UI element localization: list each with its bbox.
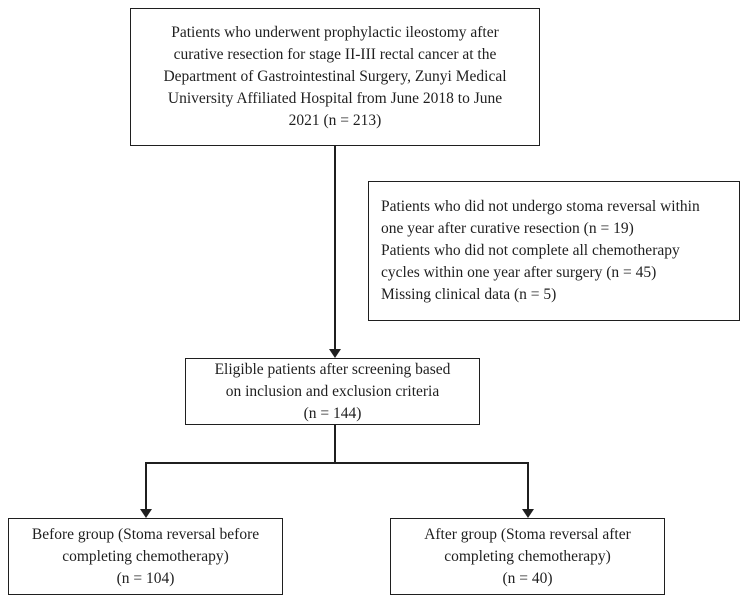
after-group-box xyxy=(390,518,665,595)
connector-top-to-eligible xyxy=(334,146,336,351)
text-line: (n = 40) xyxy=(502,569,553,587)
text-line: Missing clinical data (n = 5) xyxy=(381,286,557,303)
arrow-down-icon xyxy=(140,509,152,518)
text-line: completing chemotherapy) xyxy=(444,547,611,565)
text-line: Patients who did not complete all chemotherapy xyxy=(381,242,680,259)
before-group-box xyxy=(8,518,283,595)
text-line: Eligible patients after screening based xyxy=(214,360,451,378)
arrow-down-icon xyxy=(522,509,534,518)
text-line: completing chemotherapy) xyxy=(62,547,229,565)
text-line: cycles within one year after surgery (n = 45) xyxy=(381,264,657,281)
connector-to-after-group xyxy=(527,462,529,511)
exclusion-criteria-box xyxy=(368,181,740,321)
text-line: (n = 104) xyxy=(116,569,175,587)
connector-eligible-down xyxy=(334,425,336,463)
text-line: curative resection for stage II-III rectal cancer at the xyxy=(173,46,497,63)
connector-horizontal-split xyxy=(145,462,528,464)
text-line: 2021 (n = 213) xyxy=(288,112,382,129)
connector-to-before-group xyxy=(145,462,147,511)
text-line: on inclusion and exclusion criteria xyxy=(225,382,440,400)
eligible-patients-box xyxy=(185,358,480,425)
text-line: one year after curative resection (n = 19) xyxy=(381,220,634,237)
text-line: Patients who did not undergo stoma reversal within xyxy=(381,198,700,215)
arrow-down-icon xyxy=(329,349,341,358)
initial-cohort-box xyxy=(130,8,540,146)
text-line: University Affiliated Hospital from June 2018 to June xyxy=(167,90,503,107)
text-line: After group (Stoma reversal after xyxy=(424,525,631,543)
text-line: Before group (Stoma reversal before xyxy=(31,525,260,543)
text-line: Department of Gastrointestinal Surgery, Zunyi Medical xyxy=(163,68,507,85)
text-line: Patients who underwent prophylactic ileostomy after xyxy=(171,24,499,41)
text-line: (n = 144) xyxy=(303,404,362,422)
